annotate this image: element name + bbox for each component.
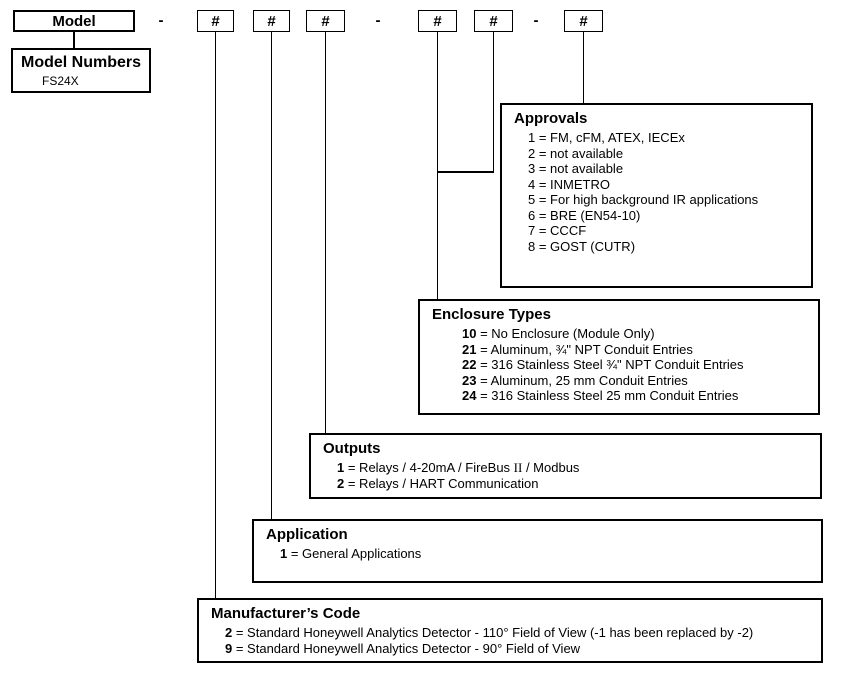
option-text: = General Applications [287, 546, 422, 561]
dash-separator-1: - [158, 12, 164, 29]
option-text: = Aluminum, ¾" NPT Conduit Entries [476, 341, 693, 357]
option-code: 22 [462, 357, 477, 372]
option-code: 24 [462, 388, 477, 403]
approvals-item: 7 = CCCF [528, 223, 587, 238]
enclosure-types-item [462, 373, 810, 389]
connector-enclosure-digit2 [493, 31, 495, 172]
model-box [13, 10, 135, 32]
option-code: 10 [462, 326, 477, 341]
option-text: = 316 Stainless Steel ¾" NPT Conduit Entries [476, 357, 744, 372]
manufacturers-code-item [225, 625, 813, 641]
option-text: / Modbus [522, 460, 580, 475]
enclosure-types-items [462, 326, 810, 404]
enclosure-types-item [462, 342, 810, 358]
digit-box-manufacturers-code: # [197, 10, 234, 32]
enclosure-types-box [418, 299, 820, 415]
digit-box-approvals: # [564, 10, 603, 32]
option-text: = Relays / HART Communication [344, 475, 539, 491]
application-title: Application [266, 526, 348, 543]
manufacturers-code-item [225, 641, 813, 657]
application-box [252, 519, 823, 583]
option-text: = Standard Honeywell Analytics Detector - 90° Field of View [232, 640, 581, 656]
enclosure-types-title: Enclosure Types [432, 306, 551, 323]
model-numbers-box [11, 48, 151, 93]
enclosure-types-item [462, 357, 810, 373]
approvals-item: 3 = not available [528, 161, 624, 176]
dash-separator-2: - [375, 12, 381, 29]
connector-application [271, 31, 273, 519]
option-code: 21 [462, 341, 477, 357]
approvals-items [528, 130, 803, 254]
option-code: 2 [225, 625, 233, 640]
option-text: = 316 Stainless Steel 25 mm Conduit Entries [476, 388, 739, 403]
approvals-item: 4 = INMETRO [528, 176, 610, 192]
option-text: = No Enclosure (Module Only) [476, 326, 655, 341]
option-code: 2 [337, 475, 345, 491]
dash-separator-3: - [533, 12, 539, 29]
outputs-box [309, 433, 822, 499]
manufacturers-code-box [197, 598, 823, 663]
connector-enclosure-digit1 [437, 31, 439, 299]
approvals-box [500, 103, 813, 288]
model-numbers-title: Model Numbers [20, 54, 141, 71]
outputs-item [337, 476, 812, 492]
approvals-item: 1 = FM, cFM, ATEX, IECEx [528, 130, 685, 145]
digit-box-enclosure-1: # [418, 10, 457, 32]
manufacturers-code-items [225, 625, 813, 656]
manufacturers-code-title: Manufacturer’s Code [211, 605, 361, 622]
outputs-item [337, 460, 812, 476]
connector-enclosure-join [437, 171, 495, 173]
option-text: = Relays / 4-20mA / FireBus [344, 460, 514, 475]
option-text: = Aluminum, 25 mm Conduit Entries [476, 372, 688, 388]
outputs-items [337, 460, 812, 491]
digit-box-outputs: # [306, 10, 345, 32]
model-label: Model [52, 12, 96, 30]
application-items [280, 546, 813, 562]
model-numbers-value: FS24X [42, 74, 79, 88]
enclosure-types-item [462, 326, 810, 342]
approvals-item: 6 = BRE (EN54-10) [528, 207, 641, 223]
option-code: 1 [337, 460, 345, 475]
approvals-title: Approvals [514, 110, 588, 127]
option-text-serif: II [513, 460, 523, 475]
digit-box-enclosure-2: # [474, 10, 513, 32]
approvals-item: 5 = For high background IR applications [528, 192, 759, 207]
application-item [280, 546, 813, 562]
option-code: 23 [462, 372, 477, 388]
connector-model-numbers [73, 32, 75, 48]
outputs-title: Outputs [323, 440, 381, 457]
option-code: 1 [280, 546, 288, 561]
connector-manufacturers-code [215, 31, 217, 598]
connector-approvals [583, 31, 585, 103]
enclosure-types-item [462, 388, 810, 404]
option-text: = Standard Honeywell Analytics Detector - 110° Field of View (-1 has been replaced by -2) [232, 625, 754, 640]
approvals-item: 2 = not available [528, 145, 624, 161]
connector-outputs [325, 31, 327, 433]
option-code: 9 [225, 640, 233, 656]
digit-box-application: # [253, 10, 290, 32]
approvals-item: 8 = GOST (CUTR) [528, 238, 636, 254]
